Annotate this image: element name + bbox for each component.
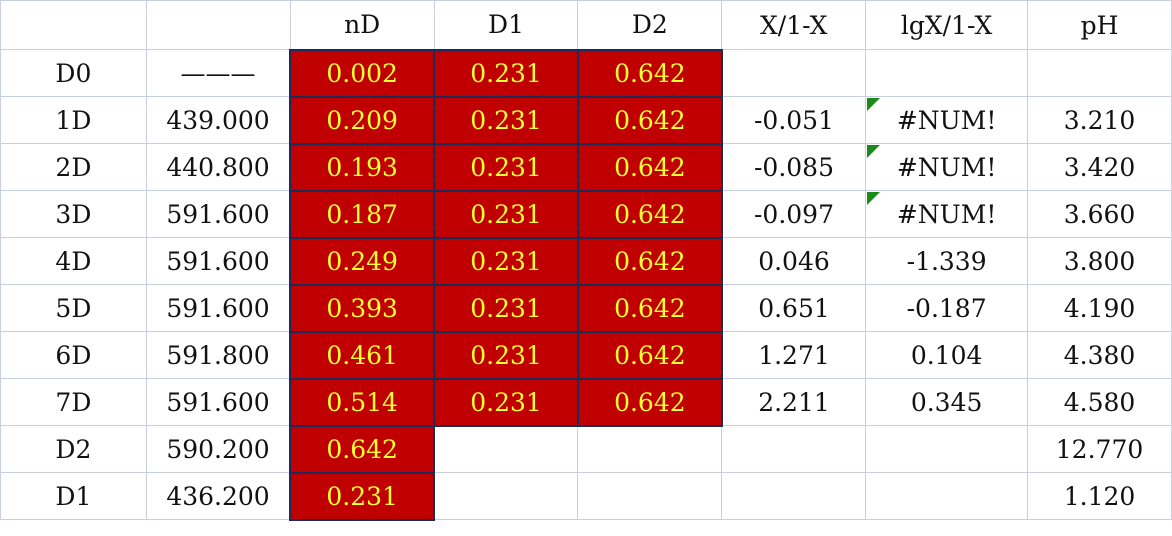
value-cell[interactable]: 591.600 [146, 238, 290, 285]
table-row [1, 50, 1172, 97]
value-cell[interactable]: 439.000 [146, 97, 290, 144]
ph-cell[interactable] [1028, 50, 1172, 97]
x-ratio-cell[interactable] [722, 426, 866, 473]
d2-cell[interactable]: 0.642 [578, 191, 722, 238]
header-cell-nd[interactable]: nD [290, 1, 434, 50]
d1-cell[interactable]: 0.231 [434, 191, 578, 238]
nd-cell[interactable]: 0.193 [290, 144, 434, 191]
header-cell-value[interactable] [146, 1, 290, 50]
header-cell-d2[interactable]: D2 [578, 1, 722, 50]
d1-cell[interactable]: 0.231 [434, 144, 578, 191]
d2-cell[interactable]: 0.642 [578, 238, 722, 285]
value-cell[interactable]: 591.600 [146, 285, 290, 332]
nd-cell[interactable]: 0.642 [290, 426, 434, 473]
table-row [1, 285, 1172, 332]
log-x-ratio-cell[interactable] [866, 144, 1028, 191]
ph-cell[interactable]: 3.210 [1028, 97, 1172, 144]
value-cell[interactable]: 436.200 [146, 473, 290, 520]
x-ratio-cell[interactable]: -0.085 [722, 144, 866, 191]
log-x-ratio-cell[interactable] [866, 191, 1028, 238]
d2-cell[interactable]: 0.642 [578, 379, 722, 426]
log-x-ratio-cell[interactable] [866, 50, 1028, 97]
x-ratio-cell[interactable]: -0.051 [722, 97, 866, 144]
d1-cell[interactable] [434, 426, 578, 473]
row-label-cell[interactable]: D2 [1, 426, 147, 473]
d2-cell[interactable]: 0.642 [578, 332, 722, 379]
value-cell[interactable]: 591.600 [146, 191, 290, 238]
row-label-cell[interactable]: 2D [1, 144, 147, 191]
ph-cell[interactable]: 4.190 [1028, 285, 1172, 332]
x-ratio-cell[interactable]: 0.651 [722, 285, 866, 332]
ph-cell[interactable]: 1.120 [1028, 473, 1172, 520]
value-cell[interactable]: ——— [146, 50, 290, 97]
table-row [1, 379, 1172, 426]
table-row [1, 144, 1172, 191]
d1-cell[interactable]: 0.231 [434, 379, 578, 426]
row-label-cell[interactable]: 7D [1, 379, 147, 426]
row-label-cell[interactable]: 3D [1, 191, 147, 238]
error-indicator-icon [867, 145, 880, 158]
table-row [1, 426, 1172, 473]
row-label-cell[interactable]: 5D [1, 285, 147, 332]
row-label-cell[interactable]: 1D [1, 97, 147, 144]
d2-cell[interactable]: 0.642 [578, 50, 722, 97]
row-label-cell[interactable]: 4D [1, 238, 147, 285]
d2-cell[interactable] [578, 426, 722, 473]
log-x-ratio-cell[interactable] [866, 97, 1028, 144]
nd-cell[interactable]: 0.514 [290, 379, 434, 426]
header-cell-ph[interactable]: pH [1028, 1, 1172, 50]
error-value: #NUM! [896, 105, 997, 135]
d1-cell[interactable]: 0.231 [434, 238, 578, 285]
error-indicator-icon [867, 98, 880, 111]
table-row [1, 473, 1172, 520]
log-x-ratio-cell[interactable] [866, 473, 1028, 520]
header-cell-d1[interactable]: D1 [434, 1, 578, 50]
ph-cell[interactable]: 3.660 [1028, 191, 1172, 238]
value-cell[interactable]: 440.800 [146, 144, 290, 191]
row-label-cell[interactable]: 6D [1, 332, 147, 379]
log-x-ratio-cell[interactable]: -0.187 [866, 285, 1028, 332]
ph-cell[interactable]: 3.420 [1028, 144, 1172, 191]
header-cell-row-label[interactable] [1, 1, 147, 50]
ph-cell[interactable]: 4.580 [1028, 379, 1172, 426]
row-label-cell[interactable]: D1 [1, 473, 147, 520]
nd-cell[interactable]: 0.231 [290, 473, 434, 520]
d1-cell[interactable] [434, 473, 578, 520]
value-cell[interactable]: 590.200 [146, 426, 290, 473]
d2-cell[interactable] [578, 473, 722, 520]
value-cell[interactable]: 591.800 [146, 332, 290, 379]
value-cell[interactable]: 591.600 [146, 379, 290, 426]
d2-cell[interactable]: 0.642 [578, 144, 722, 191]
error-indicator-icon [867, 192, 880, 205]
table-row [1, 332, 1172, 379]
log-x-ratio-cell[interactable]: 0.345 [866, 379, 1028, 426]
d1-cell[interactable]: 0.231 [434, 97, 578, 144]
x-ratio-cell[interactable] [722, 473, 866, 520]
table-row [1, 238, 1172, 285]
nd-cell[interactable]: 0.393 [290, 285, 434, 332]
d2-cell[interactable]: 0.642 [578, 285, 722, 332]
nd-cell[interactable]: 0.461 [290, 332, 434, 379]
nd-cell[interactable]: 0.002 [290, 50, 434, 97]
log-x-ratio-cell[interactable]: 0.104 [866, 332, 1028, 379]
nd-cell[interactable]: 0.187 [290, 191, 434, 238]
ph-cell[interactable]: 4.380 [1028, 332, 1172, 379]
nd-cell[interactable]: 0.249 [290, 238, 434, 285]
ph-cell[interactable]: 3.800 [1028, 238, 1172, 285]
error-value: #NUM! [896, 152, 997, 182]
log-x-ratio-cell[interactable]: -1.339 [866, 238, 1028, 285]
x-ratio-cell[interactable]: 1.271 [722, 332, 866, 379]
row-label-cell[interactable]: D0 [1, 50, 147, 97]
nd-cell[interactable]: 0.209 [290, 97, 434, 144]
x-ratio-cell[interactable]: 0.046 [722, 238, 866, 285]
d1-cell[interactable]: 0.231 [434, 285, 578, 332]
d2-cell[interactable]: 0.642 [578, 97, 722, 144]
header-row [1, 1, 1172, 50]
header-cell-x-ratio[interactable]: X/1-X [722, 1, 866, 50]
x-ratio-cell[interactable]: 2.211 [722, 379, 866, 426]
table-row [1, 97, 1172, 144]
x-ratio-cell[interactable] [722, 50, 866, 97]
d1-cell[interactable]: 0.231 [434, 50, 578, 97]
error-value: #NUM! [896, 199, 997, 229]
log-x-ratio-cell[interactable] [866, 426, 1028, 473]
header-cell-log-x-ratio[interactable]: lgX/1-X [866, 1, 1028, 50]
ph-cell[interactable]: 12.770 [1028, 426, 1172, 473]
x-ratio-cell[interactable]: -0.097 [722, 191, 866, 238]
d1-cell[interactable]: 0.231 [434, 332, 578, 379]
table-row [1, 191, 1172, 238]
